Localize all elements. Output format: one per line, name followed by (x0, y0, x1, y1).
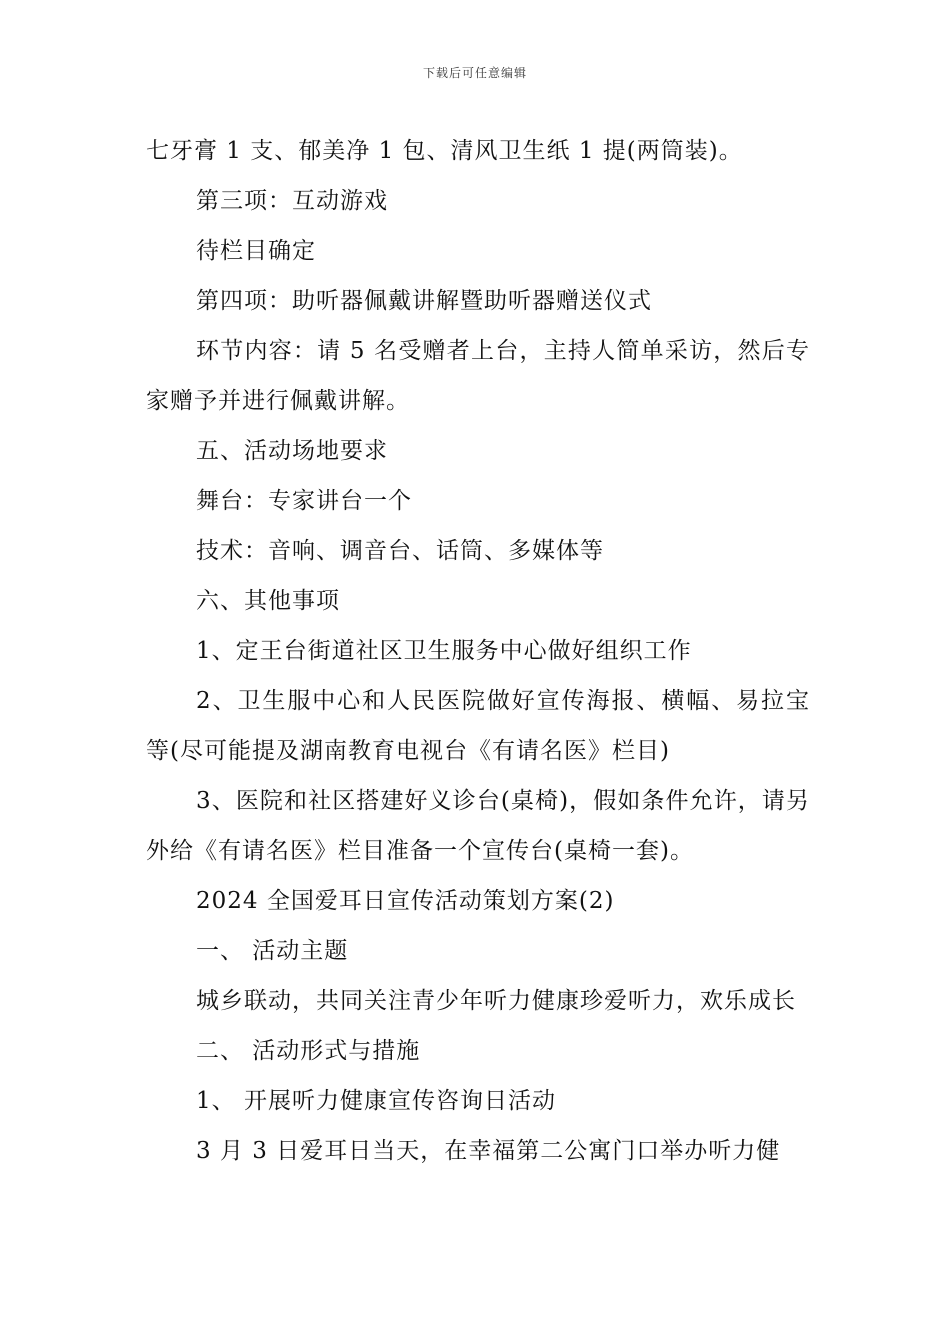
paragraph-6: 五、活动场地要求 (196, 438, 388, 464)
paragraph-4: 第四项：助听器佩戴讲解暨助听器赠送仪式 (196, 288, 652, 314)
paragraph-10: 1、定王台街道社区卫生服务中心做好组织工作 (196, 638, 692, 664)
paragraph-17: 1、 开展听力健康宣传咨询日活动 (196, 1088, 556, 1114)
paragraph-5: 环节内容：请 5 名受赠者上台，主持人简单采访，然后专家赠予并进行佩戴讲解。 (146, 338, 810, 414)
paragraph-12: 3、医院和社区搭建好义诊台(桌椅)，假如条件允许，请另外给《有请名医》栏目准备一个宣传台(桌椅一套)。 (146, 788, 810, 864)
paragraph-18: 3 月 3 日爱耳日当天，在幸福第二公寓门口举办听力健 (196, 1138, 781, 1164)
paragraph-3: 待栏目确定 (196, 238, 316, 264)
paragraph-16: 二、 活动形式与措施 (196, 1038, 421, 1064)
paragraph-11: 2、卫生服中心和人民医院做好宣传海报、横幅、易拉宝等(尽可能提及湖南教育电视台《有请名医》栏目) (146, 688, 810, 764)
paragraph-14: 一、 活动主题 (196, 938, 349, 964)
paragraph-13: 2024 全国爱耳日宣传活动策划方案(2) (196, 888, 615, 914)
paragraph-2: 第三项：互动游戏 (196, 188, 388, 214)
paragraph-7: 舞台：专家讲台一个 (196, 488, 412, 514)
paragraph-1: 七牙膏 1 支、郁美净 1 包、清风卫生纸 1 提(两筒装)。 (146, 138, 743, 164)
page-header-note: 下载后可任意编辑 (422, 66, 527, 80)
paragraph-9: 六、其他事项 (196, 588, 340, 614)
paragraph-15: 城乡联动，共同关注青少年听力健康珍爱听力，欢乐成长 (196, 988, 796, 1014)
document-body (146, 126, 810, 1176)
paragraph-8: 技术：音响、调音台、话筒、多媒体等 (196, 538, 604, 564)
